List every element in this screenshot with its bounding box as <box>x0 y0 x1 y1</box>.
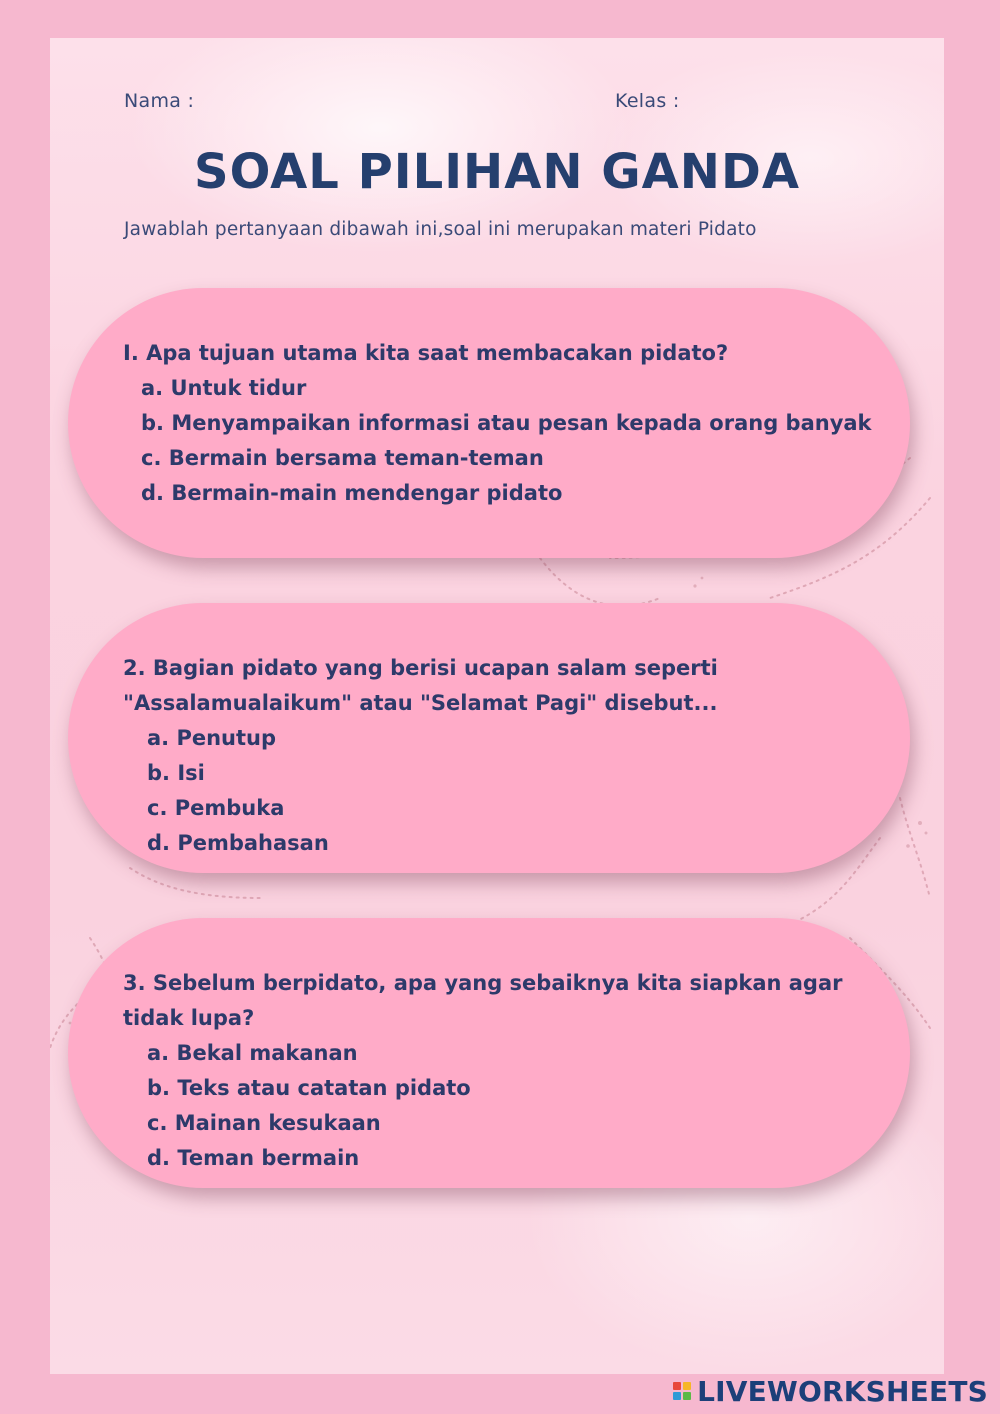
question-3-option-c[interactable]: c. Mainan kesukaan <box>147 1111 381 1135</box>
question-3-option-b[interactable]: b. Teks atau catatan pidato <box>147 1076 471 1100</box>
question-1-options <box>141 371 872 511</box>
question-2-option-a[interactable]: a. Penutup <box>147 726 277 750</box>
question-2-option-b[interactable]: b. Isi <box>147 761 205 785</box>
question-3-option-a[interactable]: a. Bekal makanan <box>147 1041 358 1065</box>
question-card-1 <box>68 288 910 558</box>
page-title: SOAL PILIHAN GANDA <box>194 144 800 200</box>
question-1-option-b[interactable]: b. Menyampaikan informasi atau pesan kepada orang banyak <box>141 411 872 435</box>
question-3-options <box>147 1036 471 1176</box>
question-1-option-c[interactable]: c. Bermain bersama teman-teman <box>141 446 544 470</box>
question-1-option-d[interactable]: d. Bermain-main mendengar pidato <box>141 481 563 505</box>
question-3-option-d[interactable]: d. Teman bermain <box>147 1146 360 1170</box>
question-2-option-c[interactable]: c. Pembuka <box>147 796 285 820</box>
question-2-options <box>147 721 329 861</box>
class-label: Kelas : <box>615 90 680 112</box>
question-2-option-d[interactable]: d. Pembahasan <box>147 831 329 855</box>
question-1-text: I. Apa tujuan utama kita saat membacakan pidato? <box>123 341 729 365</box>
worksheet-page <box>50 38 944 1374</box>
liveworksheets-logo-icon <box>673 1382 691 1400</box>
question-2-text: 2. Bagian pidato yang berisi ucapan salam seperti "Assalamualaikum" atau "Selamat Pagi" disebut... <box>123 656 718 715</box>
brand-text: LIVEWORKSHEETS <box>697 1374 988 1408</box>
question-card-3 <box>68 918 910 1188</box>
liveworksheets-brand[interactable] <box>673 1374 988 1408</box>
question-1-option-a[interactable]: a. Untuk tidur <box>141 376 307 400</box>
name-label: Nama : <box>124 90 195 112</box>
question-3-text: 3. Sebelum berpidato, apa yang sebaiknya kita siapkan agar tidak lupa? <box>123 971 843 1030</box>
instructions-subtitle: Jawablah pertanyaan dibawah ini,soal ini merupakan materi Pidato <box>124 219 757 240</box>
question-card-2 <box>68 603 910 873</box>
